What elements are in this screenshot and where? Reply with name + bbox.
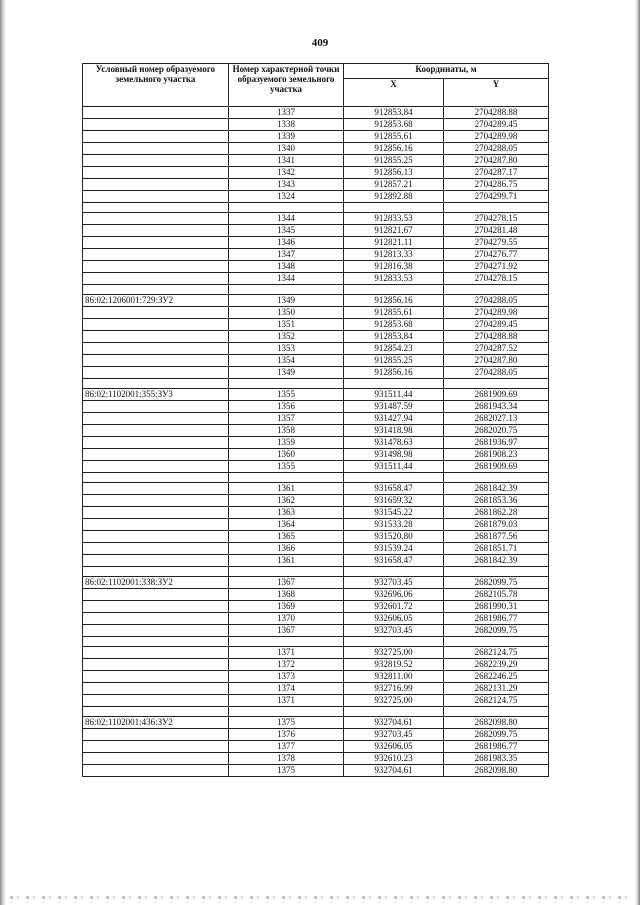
table-row [83, 225, 549, 237]
cell-x-coordinate: 912816.38 [344, 261, 444, 273]
scan-edge-left [0, 0, 6, 905]
cell-y-coordinate: 2704287.17 [444, 167, 549, 179]
cell-point-number: 1365 [229, 531, 344, 543]
cell-x-coordinate [344, 285, 444, 295]
table-row [83, 613, 549, 625]
cell-y-coordinate: 2704288.05 [444, 367, 549, 379]
table-row [83, 741, 549, 753]
cell-y-coordinate: 2681983.35 [444, 753, 549, 765]
table-row [83, 355, 549, 367]
cell-y-coordinate: 2704287.80 [444, 355, 549, 367]
table-row [83, 319, 549, 331]
cell-point-number [229, 203, 344, 213]
cell-x-coordinate: 912833.53 [344, 213, 444, 225]
cell-x-coordinate: 932606.05 [344, 613, 444, 625]
cell-y-coordinate: 2704276.77 [444, 249, 549, 261]
cell-point-number: 1370 [229, 613, 344, 625]
cell-point-number: 1355 [229, 461, 344, 473]
header-coordinates: Координаты, м [344, 64, 549, 79]
cell-parcel-number [83, 261, 229, 273]
cell-x-coordinate: 912853.68 [344, 119, 444, 131]
cell-point-number: 1362 [229, 495, 344, 507]
cell-x-coordinate: 931658.47 [344, 483, 444, 495]
table-row [83, 203, 549, 213]
cell-x-coordinate: 932704.61 [344, 765, 444, 777]
table-row [83, 625, 549, 637]
cell-parcel-number [83, 191, 229, 203]
table-row [83, 519, 549, 531]
cell-parcel-number [83, 273, 229, 285]
cell-x-coordinate [344, 203, 444, 213]
header-parcel-number: Условный номер образуемого земельного участка [83, 64, 229, 107]
cell-parcel-number [83, 461, 229, 473]
table-row [83, 379, 549, 389]
cell-parcel-number [83, 425, 229, 437]
cell-point-number: 1373 [229, 671, 344, 683]
cell-parcel-number: 86:02:1206001:729:ЗУ2 [83, 295, 229, 307]
cell-parcel-number [83, 179, 229, 191]
cell-point-number: 1324 [229, 191, 344, 203]
cell-x-coordinate: 912853.68 [344, 319, 444, 331]
cell-point-number: 1368 [229, 589, 344, 601]
cell-parcel-number [83, 225, 229, 237]
header-y: Y [444, 79, 549, 107]
table-row [83, 543, 549, 555]
table-row [83, 449, 549, 461]
cell-x-coordinate: 912855.61 [344, 131, 444, 143]
cell-y-coordinate: 2704288.05 [444, 143, 549, 155]
table-row [83, 107, 549, 119]
coordinates-table [82, 63, 549, 777]
cell-point-number: 1376 [229, 729, 344, 741]
cell-x-coordinate: 912855.61 [344, 307, 444, 319]
cell-x-coordinate: 912856.16 [344, 143, 444, 155]
table-row [83, 507, 549, 519]
cell-point-number: 1358 [229, 425, 344, 437]
cell-parcel-number [83, 319, 229, 331]
table-row [83, 495, 549, 507]
cell-x-coordinate: 932716.99 [344, 683, 444, 695]
cell-y-coordinate: 2682239.29 [444, 659, 549, 671]
cell-x-coordinate: 912813.33 [344, 249, 444, 261]
cell-parcel-number [83, 379, 229, 389]
table-row [83, 167, 549, 179]
cell-point-number: 1361 [229, 483, 344, 495]
cell-x-coordinate: 931533.28 [344, 519, 444, 531]
cell-parcel-number [83, 637, 229, 647]
table-row [83, 179, 549, 191]
table-header-row [83, 64, 549, 79]
cell-y-coordinate: 2681877.56 [444, 531, 549, 543]
cell-point-number [229, 567, 344, 577]
cell-x-coordinate: 912821.67 [344, 225, 444, 237]
cell-parcel-number [83, 567, 229, 577]
cell-point-number: 1363 [229, 507, 344, 519]
cell-y-coordinate [444, 637, 549, 647]
table-row [83, 155, 549, 167]
cell-y-coordinate: 2682020.75 [444, 425, 549, 437]
cell-y-coordinate: 2681842.39 [444, 555, 549, 567]
table-row [83, 753, 549, 765]
cell-point-number: 1345 [229, 225, 344, 237]
table-row [83, 601, 549, 613]
cell-x-coordinate: 932606.05 [344, 741, 444, 753]
cell-parcel-number [83, 249, 229, 261]
cell-x-coordinate: 912856.16 [344, 367, 444, 379]
cell-parcel-number [83, 625, 229, 637]
table-row [83, 343, 549, 355]
cell-y-coordinate: 2682105.78 [444, 589, 549, 601]
cell-x-coordinate [344, 473, 444, 483]
table-row [83, 765, 549, 777]
cell-parcel-number [83, 543, 229, 555]
cell-y-coordinate: 2681853.36 [444, 495, 549, 507]
cell-x-coordinate: 912856.13 [344, 167, 444, 179]
cell-x-coordinate: 931545.22 [344, 507, 444, 519]
cell-y-coordinate: 2681909.69 [444, 389, 549, 401]
cell-parcel-number [83, 753, 229, 765]
cell-x-coordinate [344, 707, 444, 717]
cell-parcel-number [83, 167, 229, 179]
cell-parcel-number [83, 555, 229, 567]
table-row [83, 213, 549, 225]
cell-y-coordinate: 2682099.75 [444, 729, 549, 741]
cell-point-number: 1356 [229, 401, 344, 413]
cell-parcel-number [83, 413, 229, 425]
cell-point-number: 1375 [229, 717, 344, 729]
cell-parcel-number [83, 237, 229, 249]
cell-point-number: 1355 [229, 389, 344, 401]
cell-y-coordinate: 2681943.34 [444, 401, 549, 413]
cell-parcel-number [83, 119, 229, 131]
cell-parcel-number [83, 143, 229, 155]
cell-y-coordinate: 2704288.88 [444, 331, 549, 343]
cell-y-coordinate: 2681842.39 [444, 483, 549, 495]
cell-x-coordinate: 932819.52 [344, 659, 444, 671]
table-row [83, 367, 549, 379]
cell-point-number: 1341 [229, 155, 344, 167]
table-row [83, 483, 549, 495]
cell-point-number: 1361 [229, 555, 344, 567]
cell-y-coordinate: 2681936.97 [444, 437, 549, 449]
cell-x-coordinate [344, 379, 444, 389]
cell-point-number [229, 285, 344, 295]
cell-y-coordinate [444, 707, 549, 717]
cell-point-number: 1377 [229, 741, 344, 753]
cell-x-coordinate: 931539.24 [344, 543, 444, 555]
cell-x-coordinate: 931427.94 [344, 413, 444, 425]
table-row [83, 577, 549, 589]
cell-point-number: 1375 [229, 765, 344, 777]
cell-point-number: 1374 [229, 683, 344, 695]
table-row [83, 273, 549, 285]
cell-y-coordinate: 2681908.23 [444, 449, 549, 461]
cell-x-coordinate: 932725.00 [344, 695, 444, 707]
cell-y-coordinate: 2704289.45 [444, 119, 549, 131]
table-body [83, 107, 549, 777]
cell-x-coordinate: 912892.88 [344, 191, 444, 203]
cell-x-coordinate: 912857.21 [344, 179, 444, 191]
cell-point-number: 1339 [229, 131, 344, 143]
table-row [83, 331, 549, 343]
cell-point-number: 1367 [229, 577, 344, 589]
table-row [83, 671, 549, 683]
cell-parcel-number: 86:02:1102001:436:ЗУ2 [83, 717, 229, 729]
cell-parcel-number [83, 367, 229, 379]
cell-parcel-number [83, 659, 229, 671]
cell-point-number: 1360 [229, 449, 344, 461]
cell-point-number: 1367 [229, 625, 344, 637]
cell-point-number: 1371 [229, 647, 344, 659]
cell-y-coordinate [444, 473, 549, 483]
cell-y-coordinate: 2681990.31 [444, 601, 549, 613]
cell-x-coordinate: 932725.00 [344, 647, 444, 659]
cell-parcel-number [83, 343, 229, 355]
cell-point-number [229, 473, 344, 483]
cell-parcel-number [83, 741, 229, 753]
cell-y-coordinate: 2704287.80 [444, 155, 549, 167]
cell-parcel-number [83, 131, 229, 143]
cell-y-coordinate: 2682027.13 [444, 413, 549, 425]
cell-point-number [229, 707, 344, 717]
cell-y-coordinate [444, 203, 549, 213]
cell-parcel-number [83, 495, 229, 507]
cell-y-coordinate: 2704288.88 [444, 107, 549, 119]
cell-parcel-number [83, 285, 229, 295]
cell-point-number: 1349 [229, 295, 344, 307]
cell-point-number: 1353 [229, 343, 344, 355]
cell-parcel-number [83, 307, 229, 319]
table-row [83, 401, 549, 413]
cell-x-coordinate: 931658.47 [344, 555, 444, 567]
cell-x-coordinate: 912853.84 [344, 331, 444, 343]
cell-y-coordinate: 2704278.15 [444, 273, 549, 285]
cell-point-number: 1352 [229, 331, 344, 343]
cell-parcel-number [83, 601, 229, 613]
cell-x-coordinate: 912821.11 [344, 237, 444, 249]
cell-parcel-number [83, 671, 229, 683]
cell-point-number: 1369 [229, 601, 344, 613]
cell-x-coordinate: 932610.23 [344, 753, 444, 765]
header-x: X [344, 79, 444, 107]
cell-point-number: 1344 [229, 213, 344, 225]
cell-x-coordinate: 931511.44 [344, 389, 444, 401]
cell-point-number: 1343 [229, 179, 344, 191]
cell-x-coordinate: 912855.25 [344, 355, 444, 367]
cell-x-coordinate: 932811.00 [344, 671, 444, 683]
table-row [83, 637, 549, 647]
cell-x-coordinate [344, 567, 444, 577]
cell-point-number: 1364 [229, 519, 344, 531]
table-row [83, 295, 549, 307]
table-row [83, 589, 549, 601]
table-row [83, 695, 549, 707]
cell-point-number: 1371 [229, 695, 344, 707]
cell-x-coordinate: 931511.44 [344, 461, 444, 473]
cell-x-coordinate: 931659.32 [344, 495, 444, 507]
cell-parcel-number [83, 483, 229, 495]
cell-y-coordinate [444, 285, 549, 295]
table-row [83, 389, 549, 401]
cell-x-coordinate: 912833.53 [344, 273, 444, 285]
cell-y-coordinate: 2704271.92 [444, 261, 549, 273]
cell-point-number: 1346 [229, 237, 344, 249]
cell-point-number: 1351 [229, 319, 344, 331]
cell-y-coordinate: 2704289.98 [444, 131, 549, 143]
cell-parcel-number: 86:02:1102001:338:ЗУ2 [83, 577, 229, 589]
cell-y-coordinate: 2681879.03 [444, 519, 549, 531]
cell-y-coordinate [444, 379, 549, 389]
cell-point-number: 1340 [229, 143, 344, 155]
cell-x-coordinate: 932601.72 [344, 601, 444, 613]
cell-parcel-number [83, 155, 229, 167]
table-row [83, 437, 549, 449]
cell-y-coordinate: 2681862.28 [444, 507, 549, 519]
cell-y-coordinate [444, 567, 549, 577]
cell-y-coordinate: 2682098.80 [444, 765, 549, 777]
cell-point-number: 1348 [229, 261, 344, 273]
cell-y-coordinate: 2681986.77 [444, 741, 549, 753]
cell-point-number: 1350 [229, 307, 344, 319]
table-row [83, 683, 549, 695]
cell-parcel-number [83, 765, 229, 777]
cell-parcel-number [83, 331, 229, 343]
cell-point-number: 1372 [229, 659, 344, 671]
table-row [83, 425, 549, 437]
scan-edge-right [635, 0, 640, 905]
page-number: 409 [311, 37, 329, 49]
cell-point-number: 1378 [229, 753, 344, 765]
cell-y-coordinate: 2704287.52 [444, 343, 549, 355]
cell-y-coordinate: 2682124.75 [444, 647, 549, 659]
cell-x-coordinate: 931498.98 [344, 449, 444, 461]
scan-noise [10, 896, 630, 899]
cell-y-coordinate: 2681851.71 [444, 543, 549, 555]
table-row [83, 729, 549, 741]
table-row [83, 119, 549, 131]
cell-parcel-number [83, 203, 229, 213]
cell-y-coordinate: 2704286.75 [444, 179, 549, 191]
cell-parcel-number [83, 647, 229, 659]
cell-point-number: 1359 [229, 437, 344, 449]
cell-y-coordinate: 2682099.75 [444, 625, 549, 637]
table-row [83, 531, 549, 543]
table-row [83, 237, 549, 249]
table-row [83, 131, 549, 143]
cell-y-coordinate: 2681986.77 [444, 613, 549, 625]
cell-point-number: 1337 [229, 107, 344, 119]
cell-parcel-number [83, 507, 229, 519]
cell-y-coordinate: 2682099.75 [444, 577, 549, 589]
cell-y-coordinate: 2704279.55 [444, 237, 549, 249]
cell-parcel-number [83, 683, 229, 695]
cell-y-coordinate: 2682098.80 [444, 717, 549, 729]
cell-point-number: 1357 [229, 413, 344, 425]
cell-parcel-number [83, 473, 229, 483]
cell-parcel-number [83, 107, 229, 119]
cell-x-coordinate: 912856.16 [344, 295, 444, 307]
cell-y-coordinate: 2704289.98 [444, 307, 549, 319]
cell-y-coordinate: 2682124.75 [444, 695, 549, 707]
cell-y-coordinate: 2704289.45 [444, 319, 549, 331]
table-row [83, 707, 549, 717]
cell-point-number [229, 379, 344, 389]
cell-y-coordinate: 2704288.05 [444, 295, 549, 307]
table-row [83, 659, 549, 671]
cell-y-coordinate: 2704299.71 [444, 191, 549, 203]
table-row [83, 249, 549, 261]
cell-parcel-number [83, 695, 229, 707]
table-row [83, 191, 549, 203]
table-row [83, 307, 549, 319]
header-point-number: Номер характерной точки образуемого земельного участка [229, 64, 344, 107]
table-row [83, 567, 549, 577]
cell-x-coordinate: 931418.98 [344, 425, 444, 437]
cell-y-coordinate: 2681909.69 [444, 461, 549, 473]
cell-parcel-number [83, 449, 229, 461]
table-row [83, 555, 549, 567]
cell-parcel-number [83, 531, 229, 543]
cell-point-number: 1349 [229, 367, 344, 379]
table-row [83, 461, 549, 473]
cell-point-number [229, 637, 344, 647]
cell-y-coordinate: 2704278.15 [444, 213, 549, 225]
table-row [83, 717, 549, 729]
cell-parcel-number [83, 613, 229, 625]
cell-parcel-number [83, 589, 229, 601]
cell-x-coordinate: 912854.23 [344, 343, 444, 355]
cell-parcel-number: 86:02:1102001:355:ЗУ3 [83, 389, 229, 401]
cell-x-coordinate: 932704.61 [344, 717, 444, 729]
cell-parcel-number [83, 355, 229, 367]
table-row [83, 413, 549, 425]
cell-point-number: 1366 [229, 543, 344, 555]
cell-x-coordinate: 932703.45 [344, 577, 444, 589]
cell-y-coordinate: 2682246.25 [444, 671, 549, 683]
cell-parcel-number [83, 519, 229, 531]
cell-parcel-number [83, 213, 229, 225]
cell-y-coordinate: 2682131.29 [444, 683, 549, 695]
table-row [83, 285, 549, 295]
table-row [83, 647, 549, 659]
cell-x-coordinate: 912855.25 [344, 155, 444, 167]
cell-point-number: 1344 [229, 273, 344, 285]
cell-point-number: 1342 [229, 167, 344, 179]
table-row [83, 261, 549, 273]
cell-x-coordinate: 912853.84 [344, 107, 444, 119]
cell-x-coordinate: 932703.45 [344, 729, 444, 741]
cell-x-coordinate: 931520.80 [344, 531, 444, 543]
cell-x-coordinate [344, 637, 444, 647]
cell-parcel-number [83, 707, 229, 717]
cell-parcel-number [83, 401, 229, 413]
cell-point-number: 1354 [229, 355, 344, 367]
cell-parcel-number [83, 729, 229, 741]
cell-point-number: 1338 [229, 119, 344, 131]
cell-x-coordinate: 932696.06 [344, 589, 444, 601]
table-row [83, 473, 549, 483]
cell-parcel-number [83, 437, 229, 449]
cell-x-coordinate: 931487.59 [344, 401, 444, 413]
cell-point-number: 1347 [229, 249, 344, 261]
cell-x-coordinate: 931478.63 [344, 437, 444, 449]
cell-x-coordinate: 932703.45 [344, 625, 444, 637]
table-row [83, 143, 549, 155]
cell-y-coordinate: 2704281.48 [444, 225, 549, 237]
